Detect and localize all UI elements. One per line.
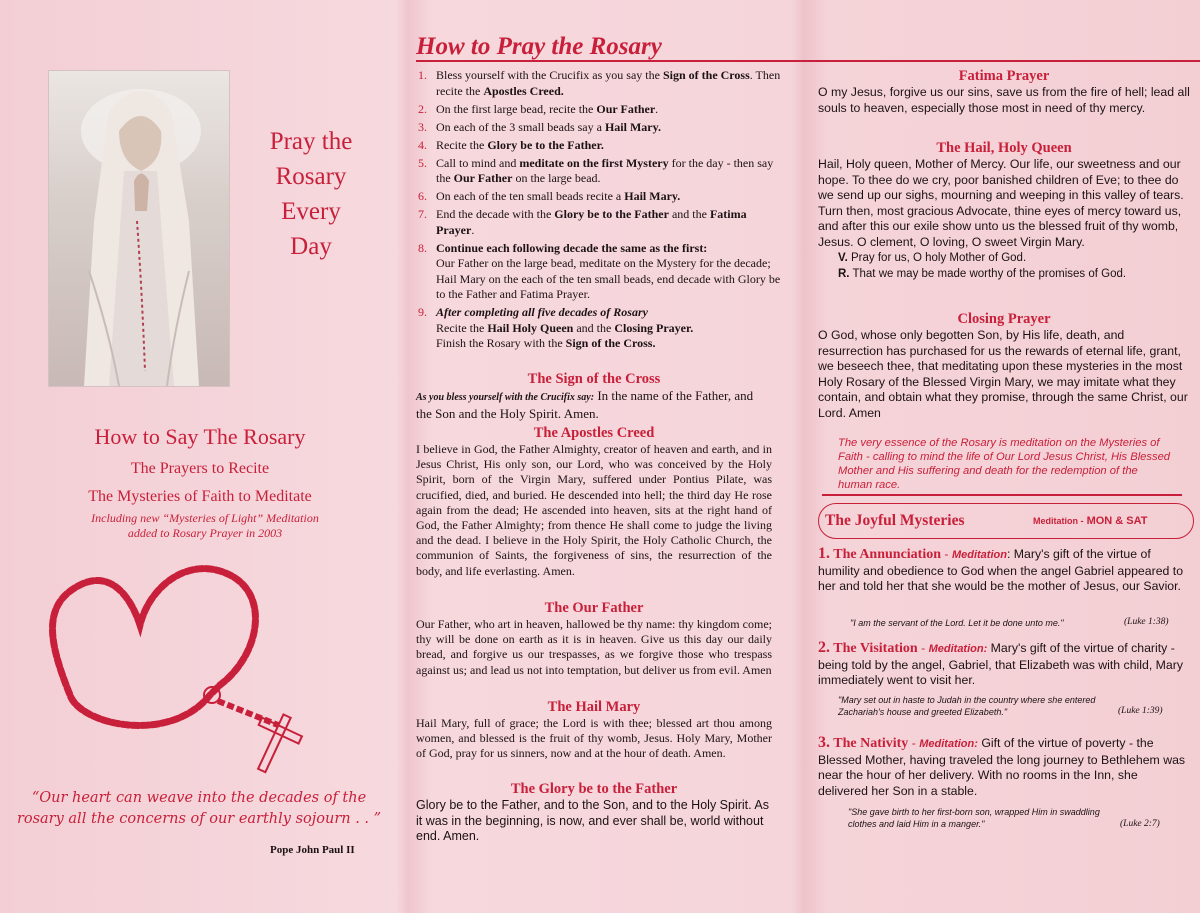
response-text: That we may be made worthy of the promises of God.	[849, 268, 1127, 280]
step-text: and the	[668, 207, 710, 221]
mystery-number: 3.	[818, 734, 830, 751]
note-line-1: Including new “Mysteries of Light” Meditation	[91, 511, 319, 525]
hail-holy-queen-section	[818, 139, 1190, 282]
quote-line-2: rosary all the concerns of our earthly sojourn . . ”	[16, 811, 382, 827]
step-text: Finish the Rosary with the	[436, 336, 566, 350]
step-text: Recite the	[436, 320, 488, 335]
apostles-creed-section	[416, 424, 772, 579]
fatima-prayer-heading: Fatima Prayer	[958, 68, 1050, 84]
right-panel	[818, 0, 1200, 913]
response-label: R.	[838, 268, 850, 280]
step-bold: Glory be to the Father	[554, 207, 669, 221]
mystery-text: Mary's gift of the virtue of humility and obedience to God when the angel Gabriel appeared to her and told her that she would be the mother of Jesus, our Savior.	[818, 547, 1184, 593]
step-bold: Fatima Prayer	[436, 207, 747, 237]
joyful-mysteries-title: The Joyful Mysteries	[825, 512, 965, 529]
step-text: On each of the 3 small beads say a	[436, 119, 605, 134]
mystery-heading	[818, 641, 918, 656]
step-text: Our Father on the large bead, meditate on the Mystery for the decade; Hail Mary on the each of the ten small beads, end decade with Glory be to the Father and Fatima Prayer.	[436, 256, 781, 301]
mystery-name: The Nativity	[830, 736, 909, 751]
mystery-dash: -	[908, 736, 920, 750]
step-number: 3.	[418, 119, 427, 134]
step-text: Bless yourself with the Crucifix as you say the	[436, 68, 663, 82]
closing-prayer-heading: Closing Prayer	[957, 311, 1051, 327]
hail-mary-heading: The Hail Mary	[547, 699, 641, 715]
our-father-section	[416, 599, 772, 678]
step-bold: Sign of the Cross.	[565, 336, 656, 350]
mystery-meditation-label: Meditation:	[919, 738, 978, 750]
glory-be-text: Glory be to the Father, and to the Son, and to the Holy Spirit. As it was in the beginning, is now, and ever shall be, world without end. Amen.	[416, 798, 769, 843]
sign-of-cross-section	[416, 370, 772, 422]
mystery-name: The Visitation	[830, 641, 918, 656]
versicle-text: Pray for us, O holy Mother of God.	[847, 252, 1027, 264]
pray-line-3: Every	[281, 198, 341, 225]
step-item	[416, 207, 782, 238]
scripture-reference: (Luke 1:39)	[1118, 706, 1163, 716]
our-father-text: Our Father, who art in heaven, hallowed be thy name: thy kingdom come; thy will be done on earth as it is in heaven. Give us this day our daily bread, and forgive us our trespasses, as we forgive those who trespass against us; and lead us not into temptation, but deliver us from evil. Amen	[416, 617, 772, 677]
step-text: End the decade with the	[436, 207, 555, 221]
scripture-quote: "Mary set out in haste to Judah in the country where she entered Zachariah's house and greeted Elizabeth."	[838, 695, 1096, 717]
versicle-label: V.	[838, 252, 848, 264]
pray-every-day-heading	[236, 124, 386, 264]
mystery-name: The Annunciation	[830, 547, 942, 562]
step-bold-italic: After completing all five decades of Rosary	[436, 305, 648, 319]
sign-of-cross-text	[416, 388, 772, 422]
apostles-creed-heading: The Apostles Creed	[533, 425, 655, 441]
mystery-nativity	[818, 735, 1190, 799]
step-text: .	[655, 101, 659, 116]
step-text: on the large bead.	[512, 171, 601, 185]
closing-prayer-section	[818, 310, 1190, 421]
step-bold: Glory be to the Father.	[487, 137, 604, 152]
step-number: 1.	[418, 68, 427, 82]
closing-prayer-text: O God, whose only begotten Son, by His life, death, and resurrection has purchased for us the rewards of eternal life, grant, we beseech thee, that meditating upon these mysteries in the most Holy Rosary of the Blessed Virgin Mary, we may imitate what they contain, and obtain what they promise, through the same Christ, our Lord. Amen	[818, 328, 1188, 420]
step-bold: Closing Prayer.	[614, 320, 694, 335]
quote-line-1: “Our heart can weave into the decades of the	[31, 790, 367, 806]
joyful-mysteries-banner	[818, 503, 1194, 539]
step-item	[416, 305, 782, 352]
step-number: 9.	[418, 305, 427, 319]
step-text: for the day - then say the	[436, 155, 774, 185]
pope-quote	[14, 788, 384, 830]
virgin-mary-illustration	[49, 71, 229, 386]
step-bold: Sign of the Cross	[662, 68, 750, 82]
step-bold: Hail Holy Queen	[487, 320, 574, 335]
hail-mary-text: Hail Mary, full of grace; the Lord is with thee; blessed art thou among women, and blessed is the fruit of thy womb, Jesus. Holy Mary, Mother of God, pray for us sinners, now and at the hour of death. Amen.	[416, 716, 772, 761]
mystery-number: 1.	[818, 545, 830, 562]
step-bold: Our Father	[596, 101, 656, 116]
apostles-creed-text: I believe in God, the Father Almighty, creator of heaven and earth, and in Jesus Christ, His only son, our Lord, who was conceived by the Holy Spirit, born of the Virgin Mary, suffered under Pontius Pilate, was crucified, died, and buried. He descended into hell; the third day He rose again from the dead; He ascended into heaven, sits at the right hand of God, the Father Almighty; from thence He shall come to judge the living and the dead. I believe in the Holy Spirit, the Holy Catholic Church, the communion of Saints, the forgiveness of sins, the resurrection of the body, and life everlasting. Amen.	[416, 442, 772, 578]
mystery-dash: -	[941, 547, 952, 561]
mystery-heading	[818, 547, 941, 562]
versicle	[818, 250, 1190, 266]
step-text: On each of the ten small beads recite a	[436, 189, 625, 203]
mysteries-subtitle: The Mysteries of Faith to Meditate	[88, 488, 312, 505]
mystery-visitation	[818, 640, 1190, 689]
virgin-mary-picture	[48, 70, 230, 387]
step-bold: Continue each following decade the same as the first:	[436, 240, 708, 255]
step-item	[416, 120, 782, 136]
rosary-beads-icon	[20, 545, 380, 785]
rosary-steps-list	[416, 68, 782, 354]
step-bold: Apostles Creed.	[483, 83, 564, 98]
mystery-colon: :	[1006, 547, 1011, 561]
step-item	[416, 156, 782, 187]
step-number: 4.	[418, 137, 427, 152]
glory-be-heading: The Glory be to the Father	[510, 781, 678, 797]
step-item	[416, 102, 782, 118]
step-text: Call to mind and	[436, 155, 520, 170]
step-text: Recite the	[436, 137, 488, 152]
step-bold: Hail Mary.	[624, 189, 681, 203]
note-line-2: added to Rosary Prayer in 2003	[127, 526, 283, 540]
hail-mary-section	[416, 698, 772, 762]
rosary-essence-note: The very essence of the Rosary is meditation on the Mysteries of Faith - calling to mind the life of Our Lord Jesus Christ, His Blessed Mother and His suffering and death for the redemption of the human race.	[838, 437, 1171, 491]
how-to-say-title: How to Say The Rosary	[94, 424, 306, 449]
left-panel	[0, 0, 400, 913]
step-item	[416, 138, 782, 154]
pray-line-1: Pray the	[269, 128, 353, 155]
quote-author: Pope John Paul II	[270, 844, 355, 856]
meditation-days: MON & SAT	[1086, 515, 1148, 527]
meditation-label: Meditation -	[1033, 516, 1084, 526]
sign-of-cross-heading: The Sign of the Cross	[527, 371, 661, 387]
step-number: 2.	[418, 101, 427, 116]
our-father-heading: The Our Father	[544, 600, 644, 616]
step-item	[416, 68, 782, 99]
middle-panel	[412, 0, 784, 913]
pray-line-4: Day	[290, 233, 332, 260]
prayers-subtitle: The Prayers to Recite	[130, 460, 270, 477]
response	[818, 266, 1190, 282]
pray-line-2: Rosary	[275, 163, 347, 190]
glory-be-section	[416, 780, 772, 845]
sign-lead: As you bless yourself with the Crucifix say:	[416, 392, 595, 403]
step-bold: Our Father	[453, 171, 513, 185]
essence-divider	[822, 494, 1182, 496]
mystery-meditation-label: Meditation:	[928, 643, 988, 655]
hail-holy-queen-text: Hail, Holy queen, Mother of Mercy. Our life, our sweetness and our hope. To thee do we cry, poor banished children of Eve; to thee do we send up our sighs, mourning and weeping in this valley of tears. Turn then, most gracious Advocate, thine eyes of mercy toward us, and after this our exile show unto us the blessed fruit of thy womb, Jesus. O clement, O loving, O sweet Virgin Mary.	[818, 157, 1184, 249]
mystery-text: Mary's gift of the virtue of charity - being told by the angel, Gabriel, that Elizabeth was with child, Mary immediately went to visit her.	[818, 641, 1184, 687]
step-number: 5.	[418, 155, 427, 170]
scripture-reference: (Luke 2:7)	[1120, 819, 1160, 829]
mystery-annunciation	[818, 546, 1190, 595]
fatima-prayer-text: O my Jesus, forgive us our sins, save us from the fire of hell; lead all souls to heaven, especially those most in need of thy mercy.	[818, 85, 1190, 115]
fatima-prayer-section	[818, 67, 1190, 116]
mystery-meditation-label: Meditation	[951, 549, 1007, 561]
sign-body: In the name of the Father, and the Son and the Holy Spirit. Amen.	[416, 388, 754, 421]
step-item	[416, 241, 782, 303]
step-number: 6.	[418, 189, 427, 203]
step-text: On the first large bead, recite the	[436, 101, 597, 116]
mysteries-of-light-note	[60, 511, 350, 541]
mystery-heading	[818, 736, 908, 751]
step-item	[416, 189, 782, 205]
step-text: .	[471, 222, 475, 237]
step-text: and the	[573, 320, 615, 335]
step-text: . Then recite the	[436, 68, 781, 98]
step-number: 7.	[418, 207, 427, 221]
mystery-text: Gift of the virtue of poverty - the Blessed Mother, having traveled the long journey to Bethlehem was near the hour of her delivery. With no rooms in the Inn, she delivered her Son in a stable.	[818, 736, 1186, 798]
step-bold: meditate on the first Mystery	[519, 155, 669, 170]
hail-holy-queen-heading: The Hail, Holy Queen	[936, 140, 1072, 156]
mystery-number: 2.	[818, 639, 830, 656]
scripture-quote: "I am the servant of the Lord. Let it be done unto me."	[850, 618, 1064, 628]
scripture-quote: "She gave birth to her first-born son, wrapped Him in swaddling clothes and laid Him in a manger."	[848, 807, 1100, 829]
joyful-meditation-days	[1033, 515, 1147, 527]
scripture-reference: (Luke 1:38)	[1124, 617, 1169, 627]
how-to-pray-title: How to Pray the Rosary	[416, 33, 662, 60]
mystery-dash: -	[917, 641, 929, 655]
step-bold: Hail Mary.	[604, 119, 661, 134]
step-number: 8.	[418, 240, 427, 255]
